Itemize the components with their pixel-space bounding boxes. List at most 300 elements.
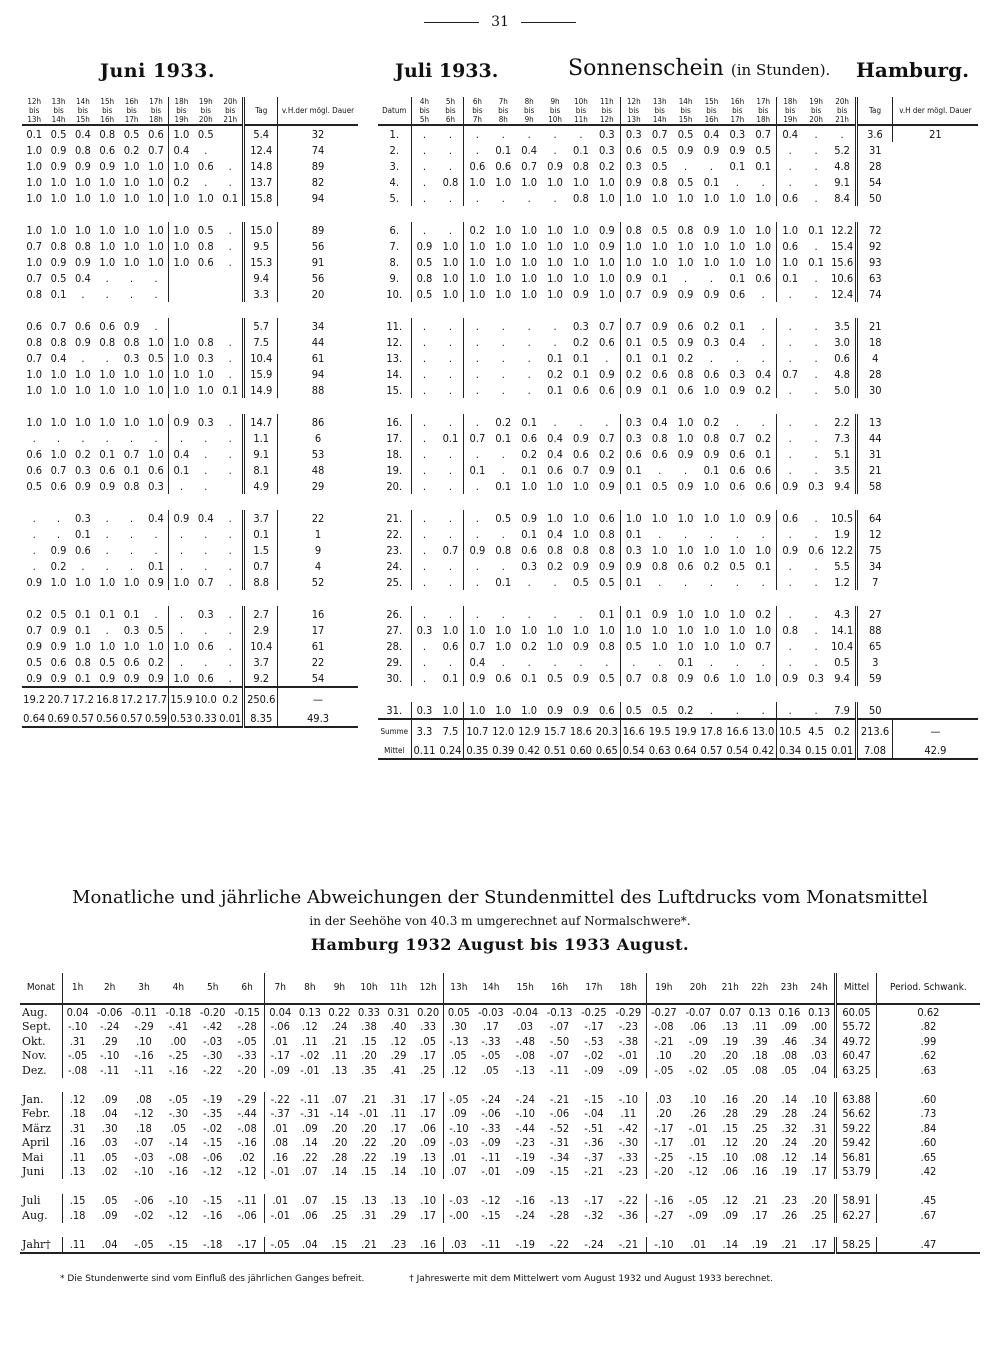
juli-cell: 0.3 [411,622,437,638]
table-row [20,1034,980,1049]
hour-header: 21h [715,973,745,1004]
deviation-cell: 56.81 [836,1150,877,1165]
deviation-cell: 49.72 [836,1034,877,1049]
juli-cell: . [605,655,609,669]
juni-mittel-cell: 8.35 [244,710,278,727]
deviation-cell: .13 [420,1150,436,1164]
juli-cell: . [684,159,688,173]
juli-cell: 1.0 [729,511,746,525]
juli-cell: 1.0 [464,238,490,254]
deviation-cell: -.07 [549,1020,570,1034]
deviation-cell: .18 [62,1208,92,1223]
juli-cell: . [814,607,818,621]
juli-cell: . [553,607,557,621]
juni-cell: 0.6 [50,655,67,669]
juli-cell: . [501,127,505,141]
juni-cell: 0.8 [123,335,140,349]
deviation-cell: .05 [170,1121,187,1135]
juni-summe-cell: — [278,687,358,710]
juni-cell: 1.0 [123,415,140,429]
juli-cell: . [448,447,452,461]
juli-cell: . [464,574,490,590]
juli-cell: 0.5 [411,254,437,270]
juni-cell: . [228,431,232,445]
juni-cell: 15.3 [244,254,278,270]
month-label: Mai [22,1150,44,1164]
juni-cell: 0.1 [99,607,116,621]
juli-cell: 0.2 [464,222,490,238]
deviation-cell: .05 [101,1150,118,1164]
juni-cell: 1.0 [75,575,91,589]
juli-cell: . [448,607,452,621]
deviation-cell: -.21 [584,1165,604,1179]
juli-cell: 0.6 [598,703,615,717]
juli-cell: . [777,318,803,334]
juni-cell: 8.8 [244,574,278,590]
juli-cell: . [814,655,818,669]
deviation-cell: 0.20 [417,1005,440,1019]
juli-cell: . [777,382,803,398]
juli-cell: 0.2 [620,366,646,382]
juni-mittel-cell: 0.33 [194,710,218,727]
juli-cell: . [814,319,818,333]
deviation-cell: -.10 [100,1049,120,1063]
juli-cell: 0.9 [777,478,803,494]
deviation-cell: .21 [775,1237,805,1253]
juni-cell: 1.0 [50,415,67,429]
deviation-cell: -.17 [584,1020,604,1034]
deviation-cell: 0.07 [719,1005,742,1019]
table-row [378,238,978,254]
deviation-cell: .14 [781,1092,798,1106]
juni-cell: 1.0 [148,335,164,349]
juli-cell: . [527,191,531,205]
deviation-cell: -.16 [515,1194,535,1208]
deviation-cell: .08 [781,1049,798,1063]
deviations-location: Hamburg 1932 August bis 1933 August. [310,935,690,954]
deviation-cell: -.11 [481,1150,501,1164]
juli-date-cell: 10. [386,287,403,301]
juni-cell: 0.7 [50,463,67,477]
juni-mittel-cell: 49.3 [278,710,358,727]
juni-cell: . [228,159,232,173]
juli-cell: 0.2 [521,447,538,461]
juli-cell: 0.1 [620,334,646,350]
juni-cell: 9 [278,542,358,558]
juli-cell: 0.5 [495,511,512,525]
juli-cell: 1.0 [729,671,746,685]
juli-cell: 0.5 [651,703,668,717]
juni-hour-header: 12h bis 13h [22,97,46,125]
deviation-cell: -.03 [134,1150,154,1164]
juli-cell: 0.1 [547,351,563,365]
juli-cell: 0.6 [808,543,824,557]
table-row [378,366,978,382]
deviation-cell: 0.04 [62,1004,92,1020]
deviation-cell: .29 [390,1208,407,1222]
juli-summe-cell: — [892,719,978,742]
juli-cell: . [448,511,452,525]
deviation-cell: .03 [517,1020,534,1034]
gap-cell [22,398,358,414]
deviation-cell: -.12 [168,1208,188,1222]
juli-date-cell: 30. [386,671,403,685]
deviation-cell: -.17 [646,1121,681,1136]
juni-cell: 0.9 [148,671,164,685]
juli-cell: 0.6 [521,543,538,557]
juli-cell: 1.0 [620,510,646,526]
juli-cell: 5.2 [834,143,850,157]
deviation-cell: -.14 [168,1136,188,1150]
juni-cell: 1.0 [197,367,214,381]
table-row [378,622,978,638]
juli-cell: 0.6 [677,319,694,333]
monat-header: Monat [20,973,62,1004]
deviation-header-row [20,973,980,1004]
juni-cell: 0.9 [26,671,43,685]
juli-cell: 21 [857,318,893,334]
juni-summe-row [22,687,358,710]
juli-tag-header: Tag [857,97,893,125]
table-row [22,574,358,590]
deviation-cell: .00 [811,1020,827,1034]
deviation-cell: .13 [361,1194,377,1208]
juni-cell: 0.9 [50,255,67,269]
hour-header: 14h [474,973,508,1004]
juni-cell: 2.7 [244,606,278,622]
deviation-cell: .19 [745,1237,775,1253]
deviation-cell: .06 [302,1208,318,1222]
table-row [22,382,358,398]
deviation-cell: .12 [62,1092,92,1107]
deviation-cell: -.09 [688,1208,708,1222]
deviation-cell: .05 [722,1063,739,1077]
deviation-cell: .31 [62,1121,92,1136]
juli-cell: 0.1 [755,159,772,173]
juni-cell: 1.0 [123,639,140,653]
juli-cell: . [553,335,557,349]
juni-cell: 0.8 [75,239,91,253]
deviation-cell: .02 [101,1165,118,1179]
juli-cell: . [814,159,818,173]
deviation-cell: .23 [384,1237,414,1253]
juli-cell: . [448,367,452,381]
juli-cell: . [814,271,818,285]
juli-cell: . [814,367,818,381]
juli-cell: 1.0 [573,479,589,493]
juli-cell: 12.2 [831,223,854,237]
juni-cell: 9.5 [244,238,278,254]
juli-cell: 0.2 [573,335,589,349]
juni-cell: 0.3 [197,351,214,365]
juli-cell: 7 [857,574,893,590]
table-row [22,526,358,542]
juli-summe-cell: 19.5 [647,719,673,742]
juli-cell: 1.0 [547,639,563,653]
juni-cell: . [228,575,232,589]
table-row [22,606,358,622]
deviation-cell: -.37 [584,1150,604,1164]
hour-header: 16h [542,973,576,1004]
juni-cell: 15.0 [244,222,278,238]
juli-cell: 0.6 [651,367,668,381]
juli-cell: 1.0 [651,623,668,637]
juni-summe-cell: 16.8 [95,687,119,710]
juli-cell: 0.9 [521,511,538,525]
juli-cell: . [448,351,452,365]
juli-cell: 0.1 [573,367,589,381]
juni-cell: . [204,559,208,573]
juli-cell: 1.0 [703,511,720,525]
juli-cell: 1.0 [521,479,538,493]
deviation-cell: .47 [876,1237,980,1253]
juli-cell: . [814,703,818,717]
juli-cell: . [448,479,452,493]
deviation-cell: 0.22 [328,1005,351,1019]
deviation-cell: .33 [420,1020,436,1034]
juli-cell: 1.0 [703,607,720,621]
juli-hour-header: 17h bis 18h [750,97,776,125]
deviation-cell: .28 [781,1107,798,1121]
juni-summe-cell: 17.7 [144,687,169,710]
juni-cell: 0.3 [75,511,91,525]
juli-cell: 21 [857,462,893,478]
deviation-cell: -.09 [265,1063,295,1078]
hour-header: 23h [775,973,805,1004]
juli-cell: . [620,654,646,670]
juli-cell: 10.4 [831,639,854,653]
juli-cell: . [761,575,765,589]
deviation-cell: -.00 [444,1208,474,1223]
juli-cell: . [684,271,688,285]
deviation-cell: .12 [390,1034,407,1048]
juli-mittel-cell: 0.54 [620,742,646,759]
deviation-cell: -.15 [203,1194,223,1208]
juni-cell: 0.9 [123,671,140,685]
deviation-cell: .10 [646,1049,681,1064]
juli-cell: 0.8 [703,431,720,445]
juli-cell: 1.0 [777,254,803,270]
deviation-cell: -.12 [134,1107,154,1121]
juli-cell: 0.5 [834,655,850,669]
heading-place: Hamburg. [856,58,970,82]
juni-cell: 1.0 [123,191,140,205]
juli-hour-header: 19h bis 20h [803,97,829,125]
juli-cell: 1.0 [573,223,589,237]
deviation-cell: .21 [354,1237,384,1253]
juli-cell: 0.5 [729,559,746,573]
deviation-cell: .65 [876,1150,980,1165]
juni-cell: . [130,559,134,573]
juli-cell: 0.9 [677,287,694,301]
juli-cell: 1.0 [464,174,490,190]
juni-cell: 0.9 [50,623,67,637]
juni-cell: . [81,287,85,301]
deviation-cell: -.03 [444,1194,474,1209]
juli-cell: 9.4 [834,479,850,493]
juli-cell: . [448,383,452,397]
juni-hour-header: 16h bis 17h [119,97,143,125]
juli-cell: 0.8 [598,639,615,653]
juli-cell: 12.2 [831,543,854,557]
deviation-cell: -.50 [549,1034,570,1048]
juni-cell: 0.6 [26,463,43,477]
juni-cell: 0.4 [197,511,214,525]
deviation-cell: .62 [876,1049,980,1064]
juni-cell: 15.9 [244,366,278,382]
deviation-cell: .10 [722,1150,739,1164]
deviation-cell: -.13 [515,1063,535,1077]
deviation-cell: -.23 [515,1136,535,1150]
gap-cell [22,590,358,606]
juli-cell: . [579,415,583,429]
juni-cell: . [32,431,36,445]
juli-cell: 1.0 [598,271,615,285]
juli-cell: 0.6 [442,639,459,653]
juni-cell: . [105,511,109,525]
juli-cell: 0.7 [464,638,490,654]
juni-cell: 1.0 [148,175,164,189]
juni-cell: 0.6 [197,255,214,269]
table-row [378,414,978,430]
juni-cell: . [169,654,194,670]
juli-cell: . [814,623,818,637]
juli-summe-cell: 12.9 [516,719,542,742]
deviation-cell: -.10 [646,1237,681,1253]
juli-cell: . [777,462,803,478]
juli-cell: . [777,286,803,302]
juli-cell: 0.9 [651,287,668,301]
juni-summe-cell: 250.6 [244,687,278,710]
deviation-cell: .03 [646,1092,681,1107]
juli-cell: 1.0 [620,622,646,638]
juli-cell: 0.9 [703,223,720,237]
juni-cell: 0.5 [50,127,67,141]
deviation-cell: 59.42 [836,1136,877,1151]
juli-cell: 64 [857,510,893,526]
table-row [378,430,978,446]
juli-cell: 0.9 [677,671,694,685]
juli-cell: 1.0 [729,639,746,653]
juni-cell: 4.9 [244,478,278,494]
juli-cell: . [709,703,714,717]
juli-cell: 1.0 [703,623,720,637]
juli-cell: 0.8 [651,671,668,685]
juni-cell: 52 [278,574,358,590]
juli-cell: 0.9 [598,463,615,477]
juli-cell: . [840,127,844,141]
juli-cell: 93 [857,254,893,270]
juli-cell: . [448,191,452,205]
juli-cell: 0.8 [598,527,615,541]
deviation-cell: -.07 [134,1136,154,1150]
juli-cell: 0.2 [495,415,512,429]
juni-hour-header: 19h bis 20h [194,97,218,125]
juni-cell: . [105,543,109,557]
deviation-cell: -.12 [237,1165,257,1179]
juli-cell: . [448,559,452,573]
juli-cell: 1.0 [547,623,563,637]
juni-cell: . [204,479,208,493]
juni-cell: 14.8 [244,158,278,174]
row-gap [22,494,358,510]
deviation-cell: .20 [811,1194,827,1208]
table-row [378,670,978,686]
hour-header: 1h [62,973,92,1004]
juni-cell: 1.0 [148,367,164,381]
deviation-cell: -.05 [688,1194,708,1208]
month-label: Nov. [22,1049,47,1063]
deviation-cell: -.21 [549,1092,570,1106]
deviation-cell: .16 [62,1136,92,1151]
juli-cell: 1.0 [598,623,615,637]
hour-header: 22h [745,973,775,1004]
table-row [22,190,358,206]
juni-cell: 82 [278,174,358,190]
deviation-cell: .02 [239,1150,255,1164]
juli-cell: . [579,655,583,669]
deviation-cell: .25 [811,1208,827,1222]
hour-header: 13h [444,973,474,1004]
hour-header: 12h [413,973,443,1004]
juni-cell: 1.0 [148,159,164,173]
deviation-cell: .12 [722,1194,739,1208]
juni-cell: 9.4 [244,270,278,286]
juli-cell: . [501,607,505,621]
juli-cell: 18 [857,334,893,350]
juli-cell: 0.3 [620,414,646,430]
juni-cell: 0.9 [75,335,91,349]
juli-cell: . [553,415,557,429]
juli-cell: 0.4 [464,654,490,670]
juni-cell: . [169,622,194,638]
juli-cell: . [464,478,490,494]
juni-cell: 0.8 [50,239,67,253]
juni-cell: 0.4 [75,127,91,141]
juli-cell: 0.2 [677,703,694,717]
juli-cell: . [735,415,739,429]
juli-cell: 0.1 [464,462,490,478]
juni-cell: 10.4 [244,638,278,654]
juli-cell: 1.0 [651,511,668,525]
juli-cell: . [709,527,714,541]
juli-cell: 0.9 [547,703,563,717]
deviation-cell: .30 [101,1121,118,1135]
deviation-cell: .09 [101,1208,118,1222]
juli-cell: . [411,574,437,590]
row-gap [22,302,358,318]
juni-cell: 0.2 [169,174,194,190]
juli-cell: . [814,639,818,653]
deviation-cell: -.05 [62,1049,92,1064]
juli-cell: 50 [857,702,893,719]
juli-cell: 1.0 [755,543,772,557]
juli-date-cell: 26. [386,607,403,621]
juli-cell: 0.1 [729,271,746,285]
deviation-cell: -.42 [203,1020,223,1034]
juli-cell: 0.7 [777,366,803,382]
deviation-cell: -.05 [265,1237,295,1253]
deviation-cell: .04 [295,1237,325,1253]
juli-cell: 0.1 [521,415,538,429]
juni-cell: 0.7 [26,623,43,637]
juli-cell: 0.4 [651,415,668,429]
juni-cell: . [154,319,158,333]
juli-cell: . [501,559,505,573]
juni-cell: 44 [278,334,358,350]
juli-summe-cell: 0.2 [829,719,857,742]
juli-cell: . [501,527,505,541]
